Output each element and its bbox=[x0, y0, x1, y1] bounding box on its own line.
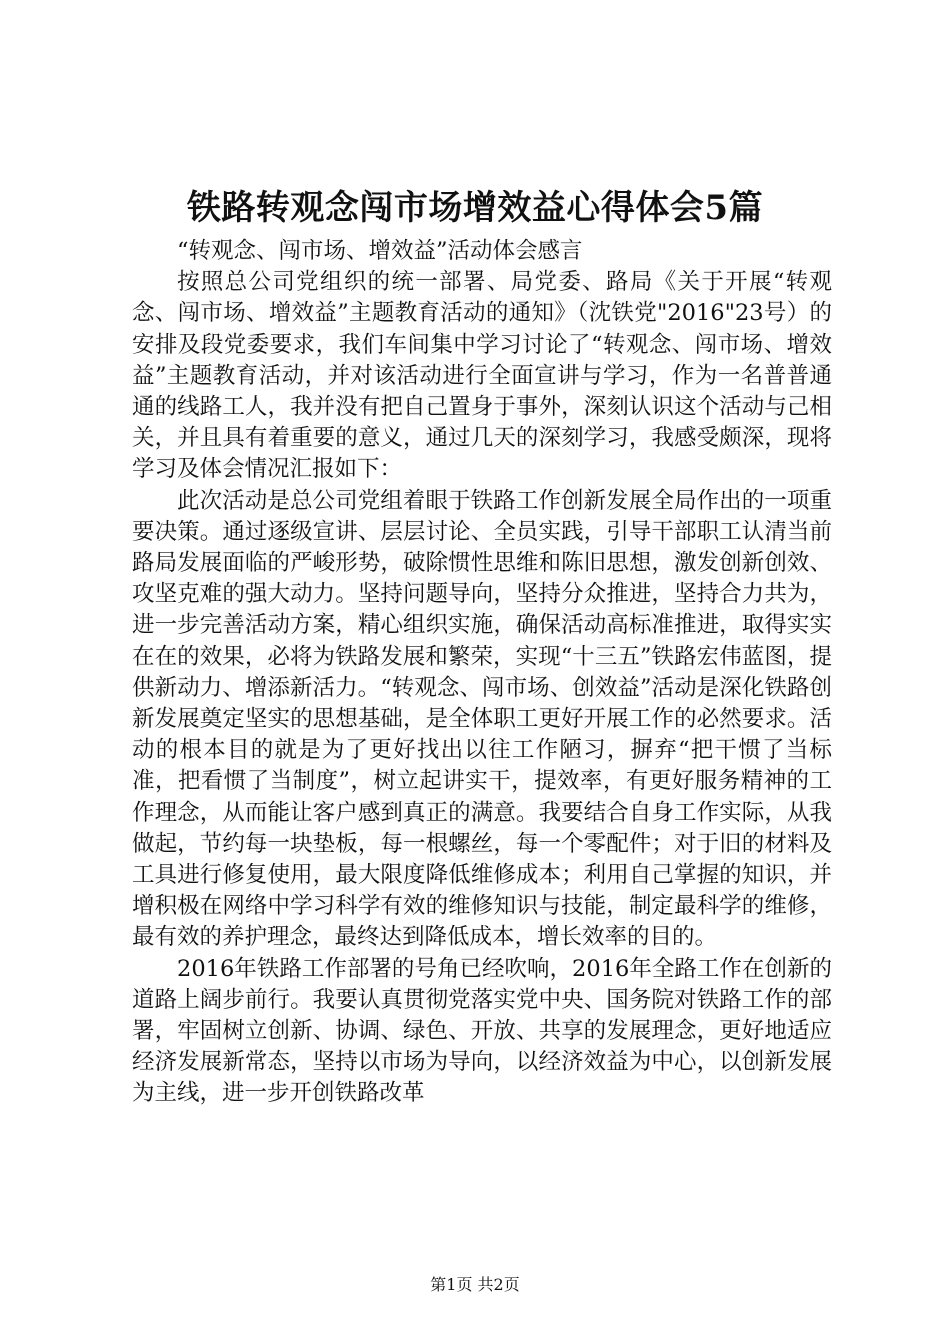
paragraph: 2016年铁路工作部署的号角已经吹响，2016年全路工作在创新的道路上阔步前行。我要认真贯彻党落实党中央、国务院对铁路工作的部署，牢固树立创新、协调、绿色、开放、共享的发展理念，更好地适应经济发展新常态，坚持以市场为导向，以经济效益为中心，以创新发展为主线，进一步开创铁路改革 bbox=[132, 955, 832, 1107]
paragraph: 按照总公司党组织的统一部署、局党委、路局《关于开展“转观念、闯市场、增效益”主题教育活动的通知》（沈铁党"2016"23号）的安排及段党委要求，我们车间集中学习讨论了“转观念、闯市场、增效益”主题教育活动，并对该活动进行全面宣讲与学习，作为一名普普通通的线路工人，我并没有把自己置身于事外，深刻认识这个活动与己相关，并且具有着重要的意义，通过几天的深刻学习，我感受颇深，现将学习及体会情况汇报如下： bbox=[132, 269, 832, 483]
paragraph: 此次活动是总公司党组着眼于铁路工作创新发展全局作出的一项重要决策。通过逐级宣讲、层层讨论、全员实践，引导干部职工认清当前路局发展面临的严峻形势，破除惯性思维和陈旧思想，激发创新创效、攻坚克难的强大动力。坚持问题导向，坚持分众推进，坚持合力共为，进一步完善活动方案，精心组织实施，确保活动高标准推进，取得实实在在的效果，必将为铁路发展和繁荣，实现“十三五”铁路宏伟蓝图，提供新动力、增添新活力。“转观念、闯市场、创效益”活动是深化铁路创新发展奠定坚实的思想基础，是全体职工更好开展工作的必然要求。活动的根本目的就是为了更好找出以往工作陋习，摒弃“把干惯了当标准，把看惯了当制度”，树立起讲实干，提效率，有更好服务精神的工作理念，从而能让客户感到真正的满意。我要结合自身工作实际，从我做起，节约每一块垫板，每一根螺丝，每一个零配件；对于旧的材料及工具进行修复使用，最大限度降低维修成本；利用自己掌握的知识，并增积极在网络中学习科学有效的维修知识与技能，制定最科学的维修，最有效的养护理念，最终达到降低成本，增长效率的目的。 bbox=[132, 487, 832, 951]
page-footer: 第1页 共2页 bbox=[430, 1275, 520, 1294]
document-subtitle: “转观念、闯市场、增效益”活动体会感言 bbox=[177, 238, 583, 264]
document-body bbox=[132, 236, 832, 1110]
document-title: 铁路转观念闯市场增效益心得体会5篇 bbox=[186, 188, 764, 228]
